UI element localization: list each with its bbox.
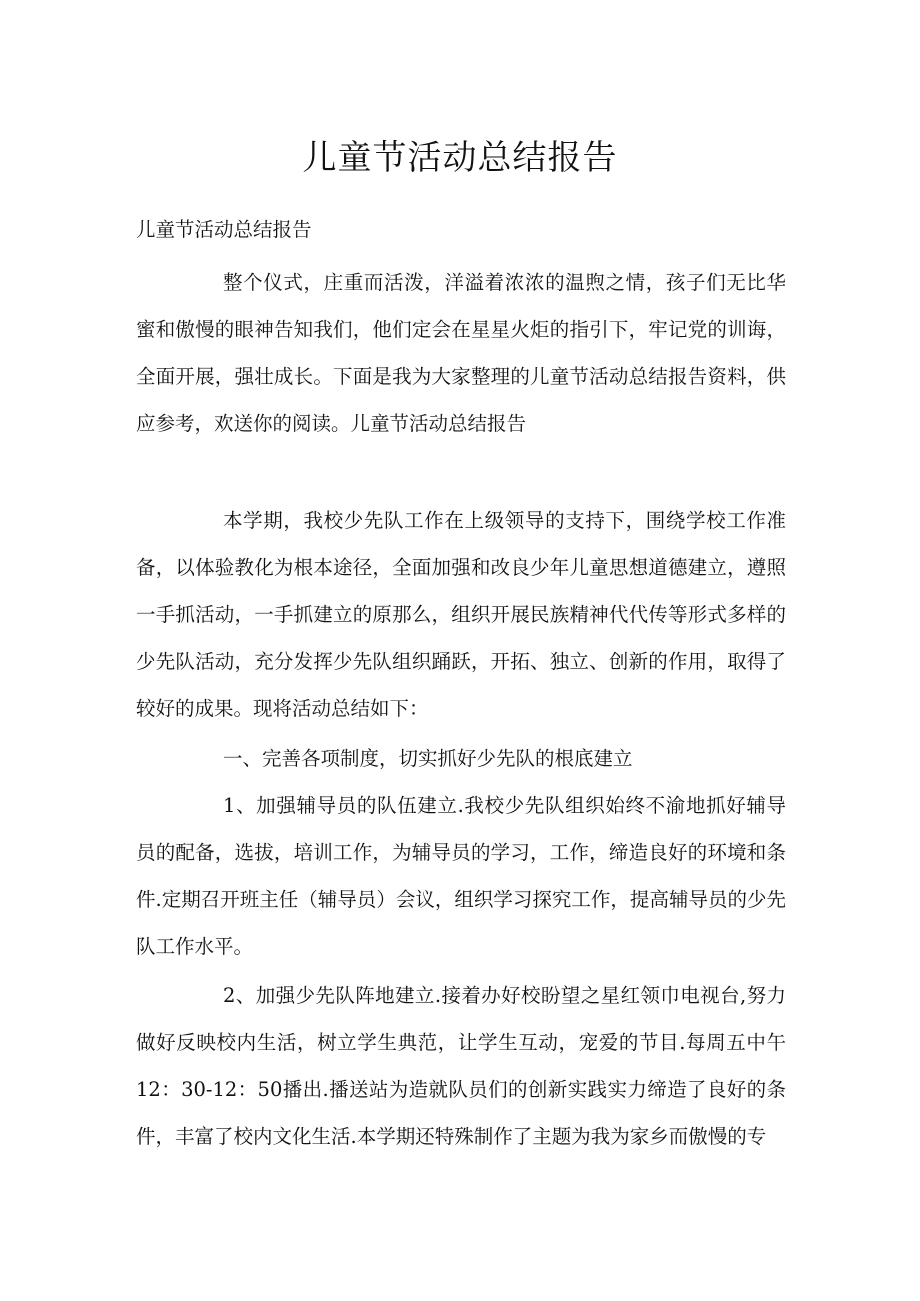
item-two-paragraph: 2、加强少先队阵地建立.接着办好校盼望之星红领巾电视台,努力做好反映校内生活，树立学生典范，让学生互动，宠爱的节目.每周五中午12：30-12：50播出.播送站为造就队员们的创新实践实力缔造了良好的条件，丰富了校内文化生活.本学期还特殊制作了主题为我为家乡而傲慢的专 [136, 984, 786, 1148]
intro-paragraph: 整个仪式，庄重而活泼，洋溢着浓浓的温煦之情，孩子们无比华蜜和傲慢的眼神告知我们，他们定会在星星火炬的指引下，牢记党的训诲，全面开展，强壮成长。下面是我为大家整理的儿童节活动总结报告资料，供应参考，欢送你的阅读。儿童节活动总结报告 [136, 271, 786, 435]
item-one-paragraph: 1、加强辅导员的队伍建立.我校少先队组织始终不渝地抓好辅导员的配备，选拔，培训工作，为辅导员的学习，工作，缔造良好的环境和条件.定期召开班主任（辅导员）会议，组织学习探究工作，提高辅导员的少先队工作水平。 [136, 794, 786, 958]
section-one-heading: 一、完善各项制度，切实抓好少先队的根底建立 [223, 747, 633, 770]
document-title: 儿童节活动总结报告 [302, 138, 618, 178]
document-subtitle: 儿童节活动总结报告 [136, 218, 312, 241]
semester-paragraph: 本学期，我校少先队工作在上级领导的支持下，围绕学校工作准备，以体验教化为根本途径，全面加强和改良少年儿童思想道德建立，遵照一手抓活动，一手抓建立的原那么，组织开展民族精神代代传等形式多样的少先队活动，充分发挥少先队组织踊跃，开拓、独立、创新的作用，取得了较好的成果。现将活动总结如下： [136, 509, 786, 720]
